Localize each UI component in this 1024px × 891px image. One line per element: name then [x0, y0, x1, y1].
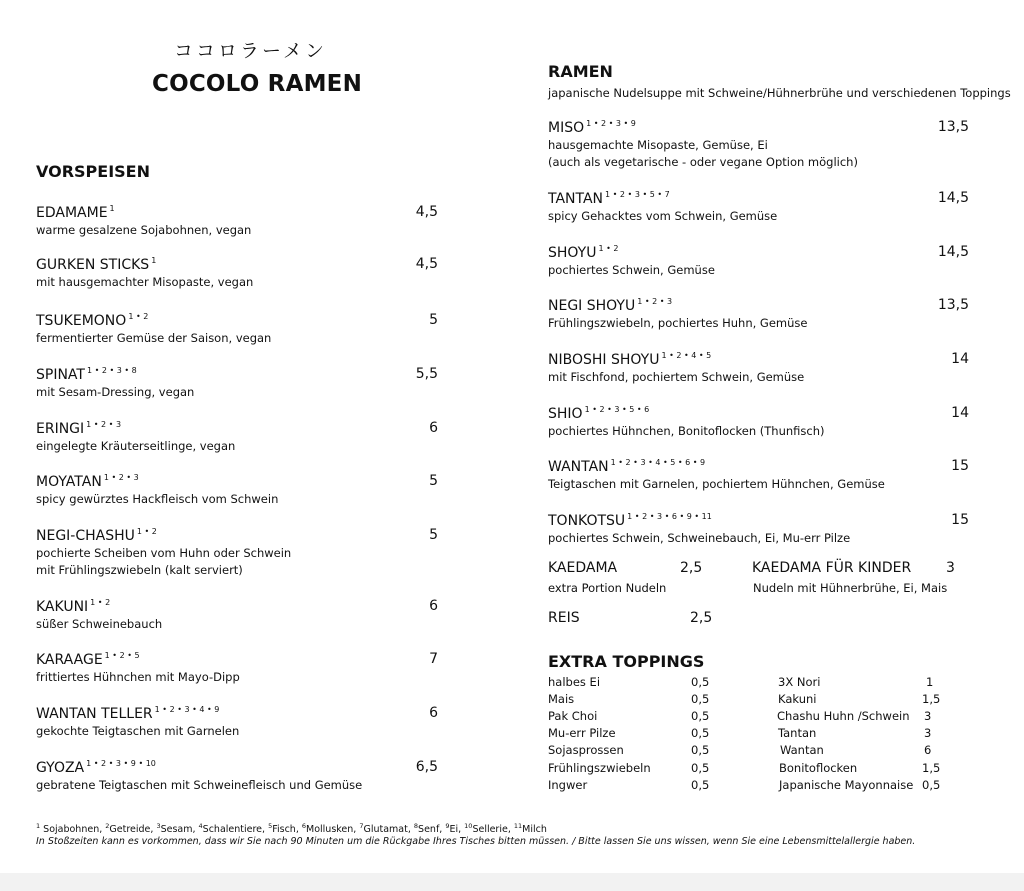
vorspeisen-item-title: KARAAGE	[36, 652, 103, 668]
ramen-item-price: 13,5	[937, 297, 969, 313]
allergen-legend	[36, 822, 547, 835]
topping-name: Ingwer	[548, 777, 588, 792]
reis-name: REIS	[548, 610, 580, 626]
topping-name: Mu-err Pilze	[548, 726, 616, 741]
footer-note: In Stoßzeiten kann es vorkommen, dass wir Sie nach 90 Minuten um die Rückgabe Ihres Tisches bitten müssen. / Bitte lassen Sie uns wissen, wenn Sie eine Lebensmittelallergie haben.	[36, 836, 916, 847]
vorspeisen-item-name	[36, 204, 115, 221]
allergen-number: 3	[156, 822, 161, 830]
vorspeisen-item-name	[36, 256, 156, 273]
page-bottom-strip	[0, 873, 1024, 891]
vorspeisen-item-desc: spicy gewürztes Hackfleisch vom Schwein	[36, 492, 279, 506]
vorspeisen-item-allergens: 1 • 2 • 3 • 9 • 10	[86, 759, 156, 768]
restaurant-title: COCOLO RAMEN	[152, 71, 363, 97]
vorspeisen-item-title: KAKUNI	[36, 599, 89, 615]
vorspeisen-item-price: 7	[429, 651, 438, 667]
ramen-item-desc2: (auch als vegetarische - oder vegane Option möglich)	[548, 155, 858, 169]
topping-price: 1	[926, 675, 934, 689]
vorspeisen-item-price: 5	[429, 473, 438, 489]
vorspeisen-item-price: 6,5	[415, 759, 438, 775]
topping-price: 0,5	[691, 692, 710, 707]
ramen-item-price: 14	[951, 351, 969, 367]
allergen-number: 7	[359, 822, 364, 830]
vorspeisen-item-allergens: 1 • 2 • 3 • 4 • 9	[154, 705, 220, 714]
ramen-item-allergens: 1 • 2 • 4 • 5	[661, 351, 712, 360]
ramen-item-title: TANTAN	[548, 191, 604, 207]
topping-name: halbes Ei	[548, 675, 601, 689]
allergen-number: 9	[445, 822, 450, 830]
allergen-number: 5	[268, 822, 273, 830]
ramen-item-price: 14,5	[937, 244, 969, 260]
allergen-label: Fisch,	[272, 824, 302, 836]
kaedama-kinder-desc: Nudeln mit Hühnerbrühe, Ei, Mais	[753, 581, 948, 595]
ramen-item-allergens: 1 • 2 • 3	[637, 297, 673, 306]
vorspeisen-item-name	[36, 759, 156, 776]
ramen-item-title: NIBOSHI SHOYU	[548, 352, 660, 368]
vorspeisen-item-title: NEGI-CHASHU	[36, 528, 135, 544]
ramen-item-title: MISO	[548, 120, 585, 136]
vorspeisen-item-name	[36, 473, 139, 490]
topping-price: 0,5	[691, 777, 710, 792]
vorspeisen-item-allergens: 1 • 2 • 5	[104, 651, 140, 660]
vorspeisen-item-allergens: 1 • 2	[90, 598, 111, 607]
ramen-item-name	[548, 244, 618, 261]
vorspeisen-item-name	[36, 366, 137, 383]
topping-price: 0,5	[691, 760, 710, 775]
allergen-label: Sellerie,	[472, 824, 514, 836]
allergen-label: Senf,	[418, 824, 446, 836]
vorspeisen-item-desc: mit hausgemachter Misopaste, vegan	[36, 275, 254, 289]
vorspeisen-item-desc: frittiertes Hühnchen mit Mayo-Dipp	[36, 670, 240, 684]
topping-name: Tantan	[778, 726, 817, 741]
ramen-item-name	[548, 297, 672, 314]
ramen-item-name	[548, 512, 712, 529]
topping-name: Pak Choi	[548, 709, 598, 724]
vorspeisen-item-allergens: 1 • 2	[128, 312, 149, 321]
topping-price: 0,5	[691, 743, 710, 758]
reis-price: 2,5	[690, 610, 713, 626]
topping-price: 3	[924, 709, 932, 724]
ramen-item-price: 14	[951, 405, 969, 421]
allergen-number: 6	[301, 822, 307, 830]
allergen-label: Glutamat,	[363, 824, 414, 836]
ramen-item-title: WANTAN	[548, 459, 609, 475]
jp-title: ココロラーメン	[174, 40, 328, 62]
ramen-item-desc: pochiertes Schwein, Gemüse	[548, 263, 715, 277]
vorspeisen-item-price: 5,5	[415, 366, 438, 382]
allergen-number: 1	[36, 822, 41, 830]
vorspeisen-item-title: TSUKEMONO	[36, 313, 127, 329]
vorspeisen-item-allergens: 1 • 2 • 3	[86, 420, 122, 429]
vorspeisen-item-desc: gebratene Teigtaschen mit Schweinefleisch und Gemüse	[36, 778, 363, 792]
kaedama-kinder-name: KAEDAMA FÜR KINDER	[752, 560, 912, 576]
vorspeisen-item-price: 6	[429, 705, 438, 721]
vorspeisen-item-desc: gekochte Teigtaschen mit Garnelen	[36, 724, 240, 738]
vorspeisen-item-name	[36, 527, 157, 544]
vorspeisen-item-desc: mit Sesam-Dressing, vegan	[36, 385, 195, 399]
vorspeisen-item-allergens: 1 • 2 • 3 • 8	[86, 366, 137, 375]
ramen-item-allergens: 1 • 2 • 3 • 5 • 6	[584, 405, 650, 414]
allergen-number: 8	[413, 822, 419, 830]
topping-name: Mais	[548, 692, 575, 707]
ramen-item-desc: mit Fischfond, pochiertem Schwein, Gemüse	[548, 370, 805, 384]
vorspeisen-item-title: SPINAT	[36, 367, 85, 383]
allergen-label: Milch	[522, 824, 547, 836]
topping-name: Bonitoflocken	[779, 760, 858, 775]
topping-price: 0,5	[922, 777, 941, 792]
vorspeisen-item-desc2: mit Frühlingszwiebeln (kalt serviert)	[36, 563, 243, 577]
ramen-item-allergens: 1 • 2	[598, 244, 619, 253]
allergen-number: 10	[464, 822, 473, 830]
ramen-item-desc: pochiertes Hühnchen, Bonitoflocken (Thunfisch)	[548, 424, 825, 438]
allergen-number: 11	[513, 822, 523, 830]
vorspeisen-item-title: ERINGI	[36, 421, 85, 437]
section-title-toppings: EXTRA TOPPINGS	[548, 652, 705, 671]
vorspeisen-item-allergens: 1	[151, 256, 157, 265]
ramen-item-name	[548, 405, 649, 422]
topping-name: Japanische Mayonnaise	[779, 777, 914, 792]
allergen-label: Sesam,	[160, 824, 199, 836]
topping-name: Chashu Huhn /Schwein	[777, 709, 910, 724]
vorspeisen-item-name	[36, 651, 140, 668]
topping-name: Frühlingszwiebeln	[548, 760, 651, 775]
vorspeisen-item-price: 5	[429, 312, 438, 328]
ramen-item-title: NEGI SHOYU	[548, 298, 636, 314]
topping-price: 3	[924, 726, 932, 741]
vorspeisen-item-name	[36, 705, 219, 722]
topping-price: 0,5	[691, 709, 710, 724]
vorspeisen-item-title: WANTAN TELLER	[36, 706, 153, 722]
vorspeisen-item-desc: fermentierter Gemüse der Saison, vegan	[36, 331, 272, 345]
vorspeisen-item-allergens: 1 • 2 • 3	[103, 473, 139, 482]
topping-name: Wantan	[780, 743, 824, 758]
ramen-item-title: SHOYU	[548, 245, 597, 261]
vorspeisen-item-allergens: 1 • 2	[136, 527, 157, 536]
allergen-label: Schalentiere,	[202, 824, 269, 836]
topping-name: 3X Nori	[778, 675, 821, 689]
allergen-label: Getreide,	[109, 824, 157, 836]
ramen-item-desc: hausgemachte Misopaste, Gemüse, Ei	[548, 138, 768, 152]
vorspeisen-item-title: MOYATAN	[36, 474, 102, 490]
ramen-item-price: 15	[951, 512, 969, 528]
topping-price: 1,5	[922, 760, 941, 775]
vorspeisen-item-title: EDAMAME	[36, 205, 108, 221]
ramen-item-allergens: 1 • 2 • 3 • 4 • 5 • 6 • 9	[610, 458, 706, 467]
ramen-item-allergens: 1 • 2 • 3 • 6 • 9 • 11	[627, 512, 712, 521]
vorspeisen-item-desc: süßer Schweinebauch	[36, 617, 163, 631]
vorspeisen-item-title: GYOZA	[36, 760, 85, 776]
section-title-ramen: RAMEN	[548, 62, 613, 81]
allergen-label: Mollusken,	[306, 824, 360, 836]
allergen-label: Sojabohnen,	[40, 824, 106, 836]
vorspeisen-item-price: 5	[429, 527, 438, 543]
ramen-item-price: 13,5	[937, 119, 969, 135]
ramen-item-price: 14,5	[937, 190, 969, 206]
kaedama-kinder-price: 3	[946, 560, 955, 576]
ramen-item-name	[548, 119, 636, 136]
vorspeisen-item-desc: eingelegte Kräuterseitlinge, vegan	[36, 439, 236, 453]
ramen-item-allergens: 1 • 2 • 3 • 5 • 7	[605, 190, 670, 199]
vorspeisen-item-name	[36, 598, 110, 615]
vorspeisen-item-name	[36, 312, 148, 329]
vorspeisen-item-allergens: 1	[109, 204, 115, 213]
kaedama-desc: extra Portion Nudeln	[548, 581, 667, 595]
section-title-vorspeisen: VORSPEISEN	[36, 162, 150, 181]
allergen-number: 4	[198, 822, 203, 830]
ramen-item-name	[548, 190, 670, 207]
kaedama-name: KAEDAMA	[548, 560, 618, 576]
topping-price: 1,5	[922, 692, 941, 707]
ramen-item-desc: Frühlingszwiebeln, pochiertes Huhn, Gemüse	[548, 316, 808, 330]
vorspeisen-item-price: 6	[429, 420, 438, 436]
ramen-item-desc: spicy Gehacktes vom Schwein, Gemüse	[548, 209, 778, 223]
vorspeisen-item-name	[36, 420, 121, 437]
topping-name: Sojasprossen	[548, 743, 624, 758]
ramen-item-desc: pochiertes Schwein, Schweinebauch, Ei, Mu-err Pilze	[548, 531, 851, 545]
ramen-item-name	[548, 458, 705, 475]
allergen-number: 2	[105, 822, 110, 830]
vorspeisen-item-price: 4,5	[415, 256, 438, 272]
topping-price: 0,5	[691, 726, 710, 741]
vorspeisen-item-title: GURKEN STICKS	[36, 257, 150, 273]
kaedama-price: 2,5	[680, 560, 703, 576]
ramen-item-desc: Teigtaschen mit Garnelen, pochiertem Hühnchen, Gemüse	[548, 477, 885, 491]
vorspeisen-item-desc: warme gesalzene Sojabohnen, vegan	[36, 223, 252, 237]
topping-price: 6	[924, 743, 932, 758]
topping-name: Kakuni	[778, 692, 817, 707]
ramen-item-allergens: 1 • 2 • 3 • 9	[586, 119, 636, 128]
topping-price: 0,5	[691, 675, 710, 689]
ramen-item-title: TONKOTSU	[548, 513, 626, 529]
allergen-label: Ei,	[449, 824, 465, 836]
ramen-item-title: SHIO	[548, 406, 583, 422]
ramen-subtitle: japanische Nudelsuppe mit Schweine/Hühnerbrühe und verschiedenen Toppings	[548, 86, 1011, 100]
vorspeisen-item-price: 4,5	[415, 204, 438, 220]
vorspeisen-item-desc: pochierte Scheiben vom Huhn oder Schwein	[36, 546, 292, 560]
ramen-item-price: 15	[951, 458, 969, 474]
ramen-item-name	[548, 351, 711, 368]
vorspeisen-item-price: 6	[429, 598, 438, 614]
